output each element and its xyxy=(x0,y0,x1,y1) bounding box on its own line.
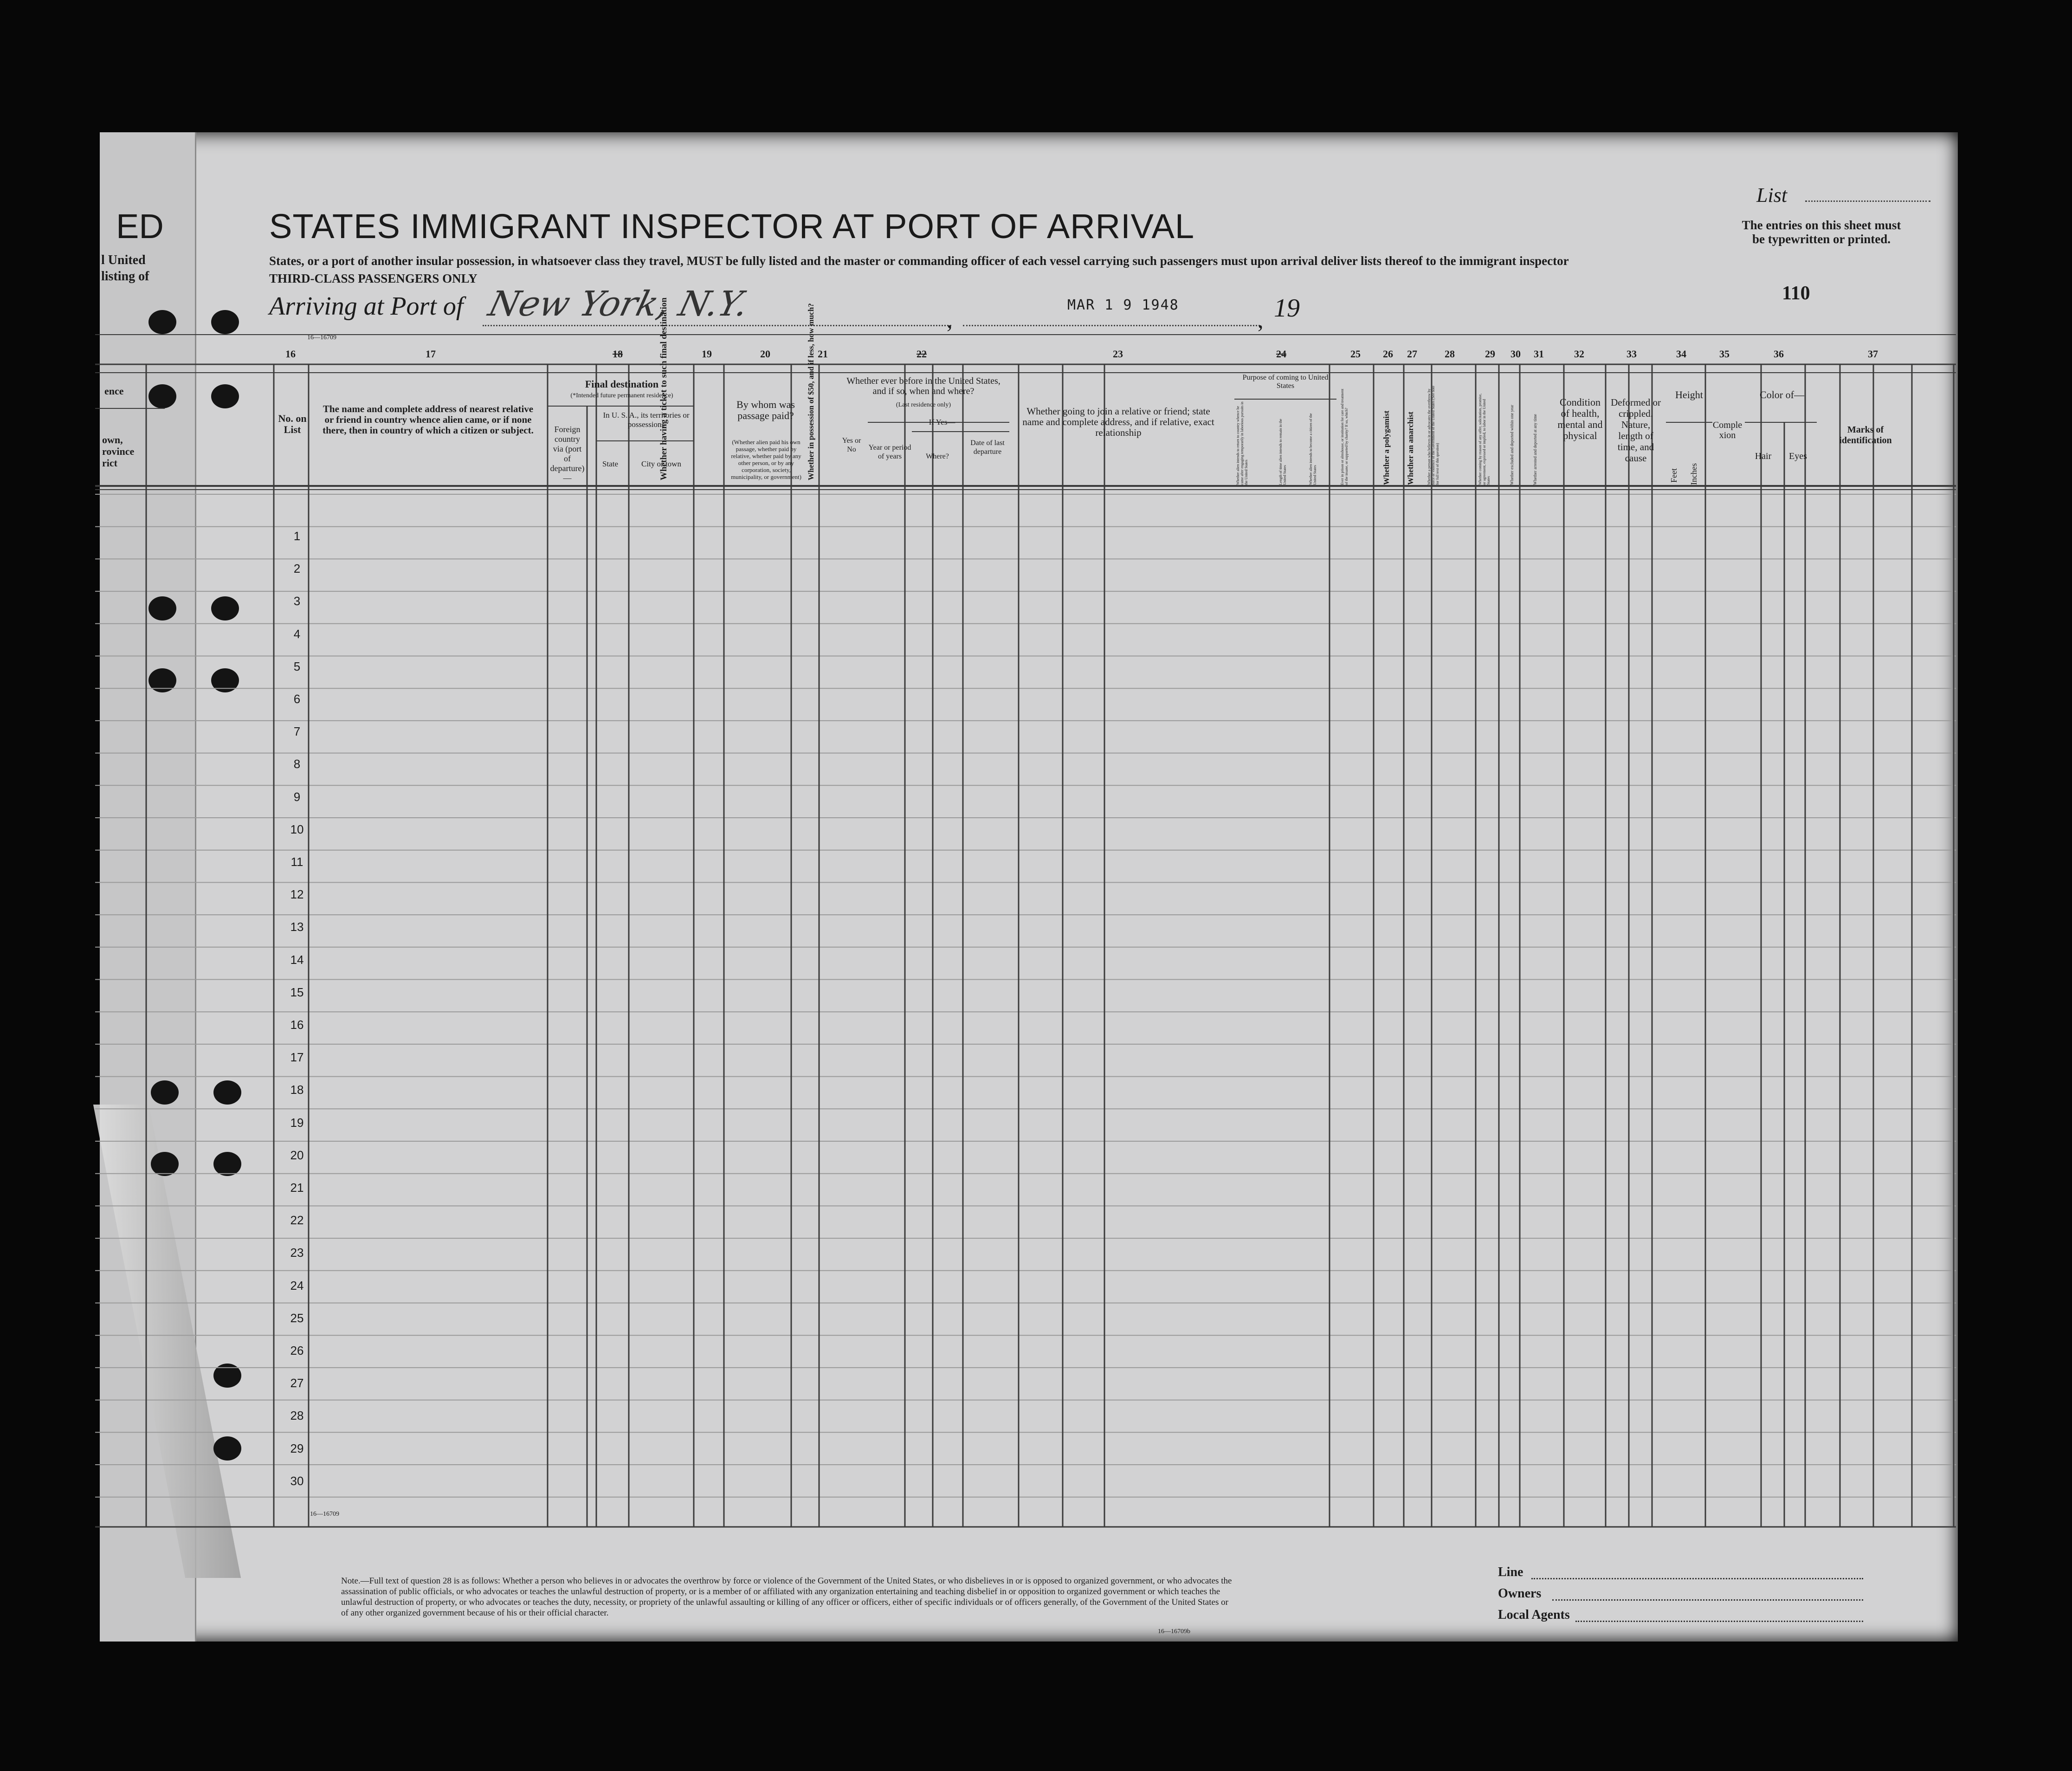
row-number: 23 xyxy=(290,1246,304,1260)
left-page-column-fragment: own, xyxy=(102,434,123,446)
row-number: 12 xyxy=(290,887,304,902)
sub-header-yes-no: Yes or No xyxy=(842,437,861,453)
footer-note: Note.—Full text of question 28 is as follows: Whether a person who believes in or advocates the overthrow by force or violence of the Government of the United States, or who disbelieves in or is opposed to organized government, or who advocates the assassination of public officials, or who advocates or teaches the unlawful destruction of property, or is a member of or affiliated with any organization entertaining and teaching disbelief in or opposition to organized government or which teaches the unlawful destruction of property, or who advocates or teaches the duty, necessity, or propriety of the unlawful assaulting or killing of any officer or officers, either of specific individuals or of officers generally, of the Government of the United States or of any other organized government because of his or their official character. xyxy=(341,1576,1232,1618)
sub-header-state: State xyxy=(602,459,618,468)
agents-signature-line xyxy=(1575,1620,1863,1622)
column-header-no-on-list: No. on List xyxy=(278,413,307,435)
left-page-column-fragment: rict xyxy=(102,457,117,469)
row-number: 29 xyxy=(290,1441,304,1455)
form-instructions: States, or a port of another insular possession, in whatsoever class they travel, MUST be fully listed and the master or commanding officer of each vessel carrying such passengers must upon arrival deliver lists thereof to the immigrant inspector xyxy=(269,254,1569,268)
column-header-deformed: Deformed or crippled. Nature, length of time, and cause xyxy=(1611,397,1661,464)
row-number: 3 xyxy=(293,594,301,608)
arriving-label: Arriving at Port of xyxy=(269,292,464,321)
column-header-relative-address: The name and complete address of nearest relative or friend in country whence alien came, or if none there, then in country of which a citizen or subject. xyxy=(323,403,534,436)
sub-header-group: If Yes— xyxy=(929,418,955,427)
column-header-marks: Marks of identification xyxy=(1839,425,1892,446)
left-page-text: l United xyxy=(101,253,146,267)
list-label: List xyxy=(1756,184,1788,207)
column-number: 22 xyxy=(917,348,927,360)
column-note: (Last residence only) xyxy=(896,401,951,408)
list-line xyxy=(1805,200,1930,202)
left-page-title-fragment: ED xyxy=(116,207,164,246)
owners-label: Owners xyxy=(1498,1586,1542,1601)
row-number: 2 xyxy=(293,562,301,576)
column-header-height: Height xyxy=(1675,389,1703,401)
column-number: 24 xyxy=(1276,348,1286,360)
row-number: 8 xyxy=(293,757,301,771)
column-header-purpose: Purpose of coming to United States xyxy=(1242,374,1329,390)
column-number: 18 xyxy=(613,348,623,360)
column-header-final-destination: Final destination xyxy=(585,378,659,390)
column-number: 35 xyxy=(1719,348,1730,360)
column-number: 16 xyxy=(285,348,296,360)
row-number: 16 xyxy=(290,1018,304,1032)
row-number: 30 xyxy=(290,1474,304,1488)
column-note: (Whether alien paid his own passage, whether paid by relative, whether paid by any other person, or by any corporation, society, municipality, or government) xyxy=(731,439,801,480)
column-number: 31 xyxy=(1534,348,1544,360)
column-header-health: Condition of health, mental and physical xyxy=(1557,396,1603,441)
column-header-polygamist: Whether a polygamist xyxy=(1382,410,1391,485)
sub-header-departure: Date of last departure xyxy=(970,439,1005,456)
sub-header-years: Year or period of years xyxy=(868,444,911,460)
row-number: 14 xyxy=(290,952,304,967)
column-note: (*Intended future permanent residence) xyxy=(570,392,673,399)
row-number: 22 xyxy=(290,1213,304,1228)
form-title: STATES IMMIGRANT INSPECTOR AT PORT OF ARRIVAL xyxy=(269,207,1195,246)
row-number: 26 xyxy=(290,1344,304,1357)
row-number: 28 xyxy=(290,1409,304,1423)
column-number: 30 xyxy=(1510,348,1521,360)
entries-note xyxy=(1712,218,1930,246)
row-number: 18 xyxy=(290,1083,304,1097)
row-number: 19 xyxy=(290,1115,304,1130)
column-header-color: Color of— xyxy=(1760,389,1804,401)
sub-header-return: Whether alien intends to return to country whence he came after engaging temporarily in laborious pursuits in the United States xyxy=(1236,401,1248,485)
date-stamp: MAR 1 9 1948 xyxy=(1067,297,1179,313)
row-number: 15 xyxy=(290,985,304,999)
column-header-anarchist: Whether an anarchist xyxy=(1406,411,1415,485)
form-code: 16—16709 xyxy=(307,334,336,341)
row-number: 20 xyxy=(290,1148,304,1162)
sub-header-citizen: Whether alien intends to become a citizen of the United States xyxy=(1309,413,1317,485)
column-header-before-in-us: Whether ever before in the United States, and if so, when and where? xyxy=(846,376,1000,396)
page-number: 110 xyxy=(1782,283,1810,304)
column-number: 25 xyxy=(1350,348,1361,360)
passenger-class: THIRD-CLASS PASSENGERS ONLY xyxy=(269,271,478,285)
column-header-possession-50: Whether in possession of $50, and if less, how much? xyxy=(807,303,815,480)
row-number: 11 xyxy=(290,855,303,869)
sub-header-inches: Inches xyxy=(1689,463,1698,485)
line-signature-line xyxy=(1531,1577,1863,1579)
year-prefix: 19 xyxy=(1274,294,1300,323)
row-number: 4 xyxy=(293,627,301,641)
left-page-text: listing of xyxy=(101,269,149,284)
sub-header-eyes: Eyes xyxy=(1789,451,1807,461)
sub-header-foreign-country: Foreign country via (port of departure)— xyxy=(550,425,585,483)
column-header-prison: Ever in prison or almshouse, or institution for care and treatment of the insane, or supported by charity? If so, which? xyxy=(1340,388,1349,485)
comma: , xyxy=(947,307,953,333)
column-number: 27 xyxy=(1407,348,1417,360)
column-header-join-relative: Whether going to join a relative or friend; state name and complete address, and if relative, exact relationship xyxy=(1022,406,1214,438)
column-header-passage-paid: By whom was passage paid? xyxy=(736,399,795,421)
column-header-offer: Whether coming by reason of any offer, solicitation, promise, or agreement, expressed or implied, to labor in the United States xyxy=(1478,393,1491,485)
agents-label: Local Agents xyxy=(1498,1608,1570,1622)
row-number: 25 xyxy=(290,1311,304,1325)
form-code-bottom-left: 16—16709 xyxy=(310,1511,339,1518)
column-number: 36 xyxy=(1774,348,1784,360)
column-number: 29 xyxy=(1485,348,1495,360)
row-number: 13 xyxy=(290,920,304,934)
date-line xyxy=(963,325,1260,326)
left-page-column-fragment: rovince xyxy=(102,446,135,457)
column-number: 37 xyxy=(1868,348,1878,360)
row-number: 5 xyxy=(293,659,301,673)
column-number: 21 xyxy=(818,348,828,360)
column-number: 17 xyxy=(426,348,436,360)
owners-signature-line xyxy=(1552,1598,1863,1601)
sub-header-group: In U. S. A., its territories or possessions xyxy=(603,411,690,429)
row-number: 21 xyxy=(290,1181,304,1195)
sub-header-hair: Hair xyxy=(1755,451,1772,461)
line-label: Line xyxy=(1498,1565,1523,1579)
column-number: 26 xyxy=(1383,348,1393,360)
row-number: 9 xyxy=(293,789,301,804)
sub-header-city: City or town xyxy=(641,459,681,468)
row-number: 27 xyxy=(290,1376,304,1390)
port-handwritten: New York, N.Y. xyxy=(484,284,753,324)
column-number: 19 xyxy=(702,348,712,360)
row-number: 24 xyxy=(290,1278,304,1293)
column-header-excluded: Whether excluded and deported within one year xyxy=(1510,405,1514,485)
row-number: 10 xyxy=(290,822,304,836)
comma: , xyxy=(1258,307,1264,333)
sub-header-length: Length of time alien intends to remain in the United States xyxy=(1278,419,1287,485)
left-page-column-fragment: ence xyxy=(104,385,124,397)
form-code-bottom: 16—16709b xyxy=(1158,1628,1190,1635)
port-line xyxy=(483,325,951,326)
column-number: 32 xyxy=(1574,348,1584,360)
row-number: 17 xyxy=(290,1050,304,1065)
column-header-complexion: Complexion xyxy=(1712,420,1743,440)
column-header-arrested: Whether arrested and deported at any time xyxy=(1533,414,1537,485)
column-number: 20 xyxy=(760,348,770,360)
entries-note-line: be typewritten or printed. xyxy=(1752,232,1891,246)
row-number: 6 xyxy=(293,692,301,706)
column-number: 34 xyxy=(1676,348,1686,360)
punch-hole xyxy=(148,310,176,334)
row-number: 1 xyxy=(293,529,301,543)
column-number: 23 xyxy=(1113,348,1123,360)
column-header-ticket: Whether having a ticket to such final destination xyxy=(659,297,669,480)
column-header-overthrow: Whether a person who believes in or advocates the overthrow by force or violence of the Government of the United States (See note for full text of this question) xyxy=(1427,386,1439,485)
column-number: 28 xyxy=(1445,348,1455,360)
column-number: 33 xyxy=(1627,348,1637,360)
punch-hole xyxy=(211,310,239,334)
sub-header-where: Where? xyxy=(926,452,949,460)
row-number: 7 xyxy=(293,724,301,739)
entries-note-line: The entries on this sheet must xyxy=(1742,218,1901,232)
sub-header-feet: Feet xyxy=(1669,468,1678,483)
